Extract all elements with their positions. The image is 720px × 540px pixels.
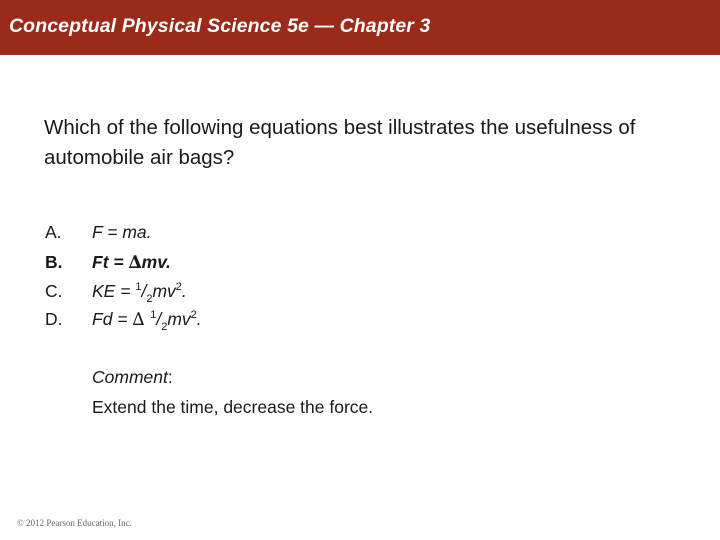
choice-b-equals: = xyxy=(108,252,129,272)
choice-c-lhs: KE xyxy=(92,281,116,301)
choice-a-equals: = xyxy=(102,222,123,242)
comment-text: Extend the time, decrease the force. xyxy=(92,397,374,417)
choice-d-equals: = xyxy=(112,309,133,329)
choice-b-period: . xyxy=(166,252,171,272)
choice-b-letter: B. xyxy=(45,252,63,272)
choice-d-slash: / xyxy=(156,309,162,329)
choice-d-period: . xyxy=(196,309,202,329)
choice-d-lhs: Fd xyxy=(92,309,113,329)
choice-b-delta: ∆ xyxy=(128,253,142,273)
choice-c-numerator: 1 xyxy=(135,281,142,293)
choice-d-delta: ∆ xyxy=(132,310,151,330)
choice-a-period: . xyxy=(146,222,152,242)
choice-d-equation xyxy=(92,308,202,333)
choice-a-ma: ma xyxy=(122,222,147,242)
choice-c-equals: = xyxy=(115,281,136,301)
choice-c-equation xyxy=(92,280,187,305)
choice-c-exponent: 2 xyxy=(175,281,182,293)
comment-label xyxy=(92,366,173,388)
choice-d-rhs: mv xyxy=(167,309,191,329)
choice-b-lhs: Ft xyxy=(92,252,109,272)
comment-colon: : xyxy=(167,367,173,387)
choice-b-equation xyxy=(92,251,171,274)
choice-b-rhs: mv xyxy=(141,252,166,272)
choice-d-numerator: 1 xyxy=(150,309,157,321)
choice-a-force: F xyxy=(92,222,103,242)
choice-a-letter: A. xyxy=(45,222,62,242)
comment-label-text: Comment xyxy=(92,367,168,387)
choice-a-equation xyxy=(92,221,152,243)
choice-c-denominator: 2 xyxy=(146,293,153,305)
slide-title: Conceptual Physical Science 5e — Chapter 3 xyxy=(9,15,431,37)
choice-c-period: . xyxy=(181,281,187,301)
question-text: Which of the following equations best illustrates the usefulness of automobile air bags? xyxy=(44,116,636,169)
choice-d-denominator: 2 xyxy=(161,321,168,333)
choice-c-letter: C. xyxy=(45,281,63,301)
choice-d-exponent: 2 xyxy=(190,309,197,321)
copyright-footer: © 2012 Pearson Education, Inc. xyxy=(17,518,132,528)
choice-d-letter: D. xyxy=(45,309,63,329)
choice-c-slash: / xyxy=(141,281,147,301)
choice-c-rhs: mv xyxy=(152,281,176,301)
header-bar xyxy=(0,0,720,55)
